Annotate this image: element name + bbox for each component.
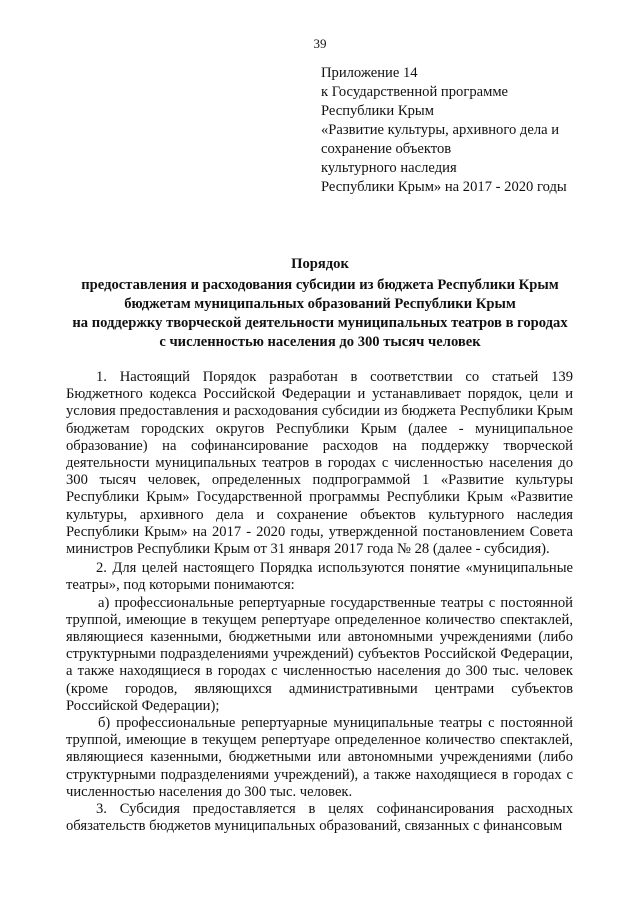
appendix-line: «Развитие культуры, архивного дела и (321, 122, 560, 138)
document-title (60, 255, 580, 352)
appendix-line: Республики Крым» на 2017 - 2020 годы (321, 179, 567, 195)
paragraph-2a: а) профессиональные репертуарные государственные театры с постоянной труппой, имеющие в текущем репертуаре определенное количество спектаклей, являющиеся казенными, бюджетными или автономными учреждениями (либо структурными подразделениями учреждений) субъектов Российской Федерации, а также находящиеся в городах с численностью населения до 300 тыс. человек (кроме городов, являющихся административными центрами субъектов Российской Федерации); (66, 594, 573, 714)
title-line: с численностью населения до 300 тысяч человек (159, 334, 481, 350)
title-line: предоставления и расходования субсидии из бюджета Республики Крым (81, 277, 559, 293)
title-heading: Порядок (291, 256, 349, 272)
appendix-line: сохранение объектов (321, 141, 452, 157)
paragraph-1: 1. Настоящий Порядок разработан в соответствии со статьей 139 Бюджетного кодекса Российской Федерации и устанавливает порядок, цели и условия предоставления и расходования субсидии из бюджета Республики Крым бюджетам городских округов Республики Крым (далее - муниципальное образование) на софинансирование расходов на поддержку творческой деятельности муниципальных театров в городах с численностью населения до 300 тысяч человек, определенных подпрограммой 1 «Развитие культуры Республики Крым» Государственной программы Республики Крым «Развитие культуры, архивного дела и сохранение объектов культурного наследия Республики Крым» на 2017 - 2020 годы, утвержденной постановлением Совета министров Республики Крым от 31 января 2017 года № 28 (далее - субсидия). (66, 369, 573, 558)
paragraph-2b: б) профессиональные репертуарные муниципальные театры с постоянной труппой, имеющие в текущем репертуаре определенное количество спектаклей, являющиеся казенными, бюджетными или автономными учреждениями (либо структурными подразделениями учреждений), а также находящиеся в городах с численностью населения до 300 тыс. человек. (66, 715, 573, 800)
title-line: бюджетам муниципальных образований Республики Крым (124, 296, 516, 312)
title-line: на поддержку творческой деятельности муниципальных театров в городах (72, 315, 568, 331)
appendix-line: Приложение 14 (321, 65, 418, 81)
document-body (66, 369, 573, 835)
appendix-line: культурного наследия (321, 160, 457, 176)
appendix-line: к Государственной программе (321, 84, 509, 100)
page-number: 39 (313, 36, 327, 51)
appendix-block (321, 64, 621, 197)
appendix-line: Республики Крым (321, 103, 434, 119)
paragraph-2: 2. Для целей настоящего Порядка используются понятие «муниципальные театры», под которыми понимаются: (66, 560, 573, 594)
paragraph-3: 3. Субсидия предоставляется в целях софинансирования расходных обязательств бюджетов муниципальных образований, связанных с финансовым (66, 801, 573, 835)
